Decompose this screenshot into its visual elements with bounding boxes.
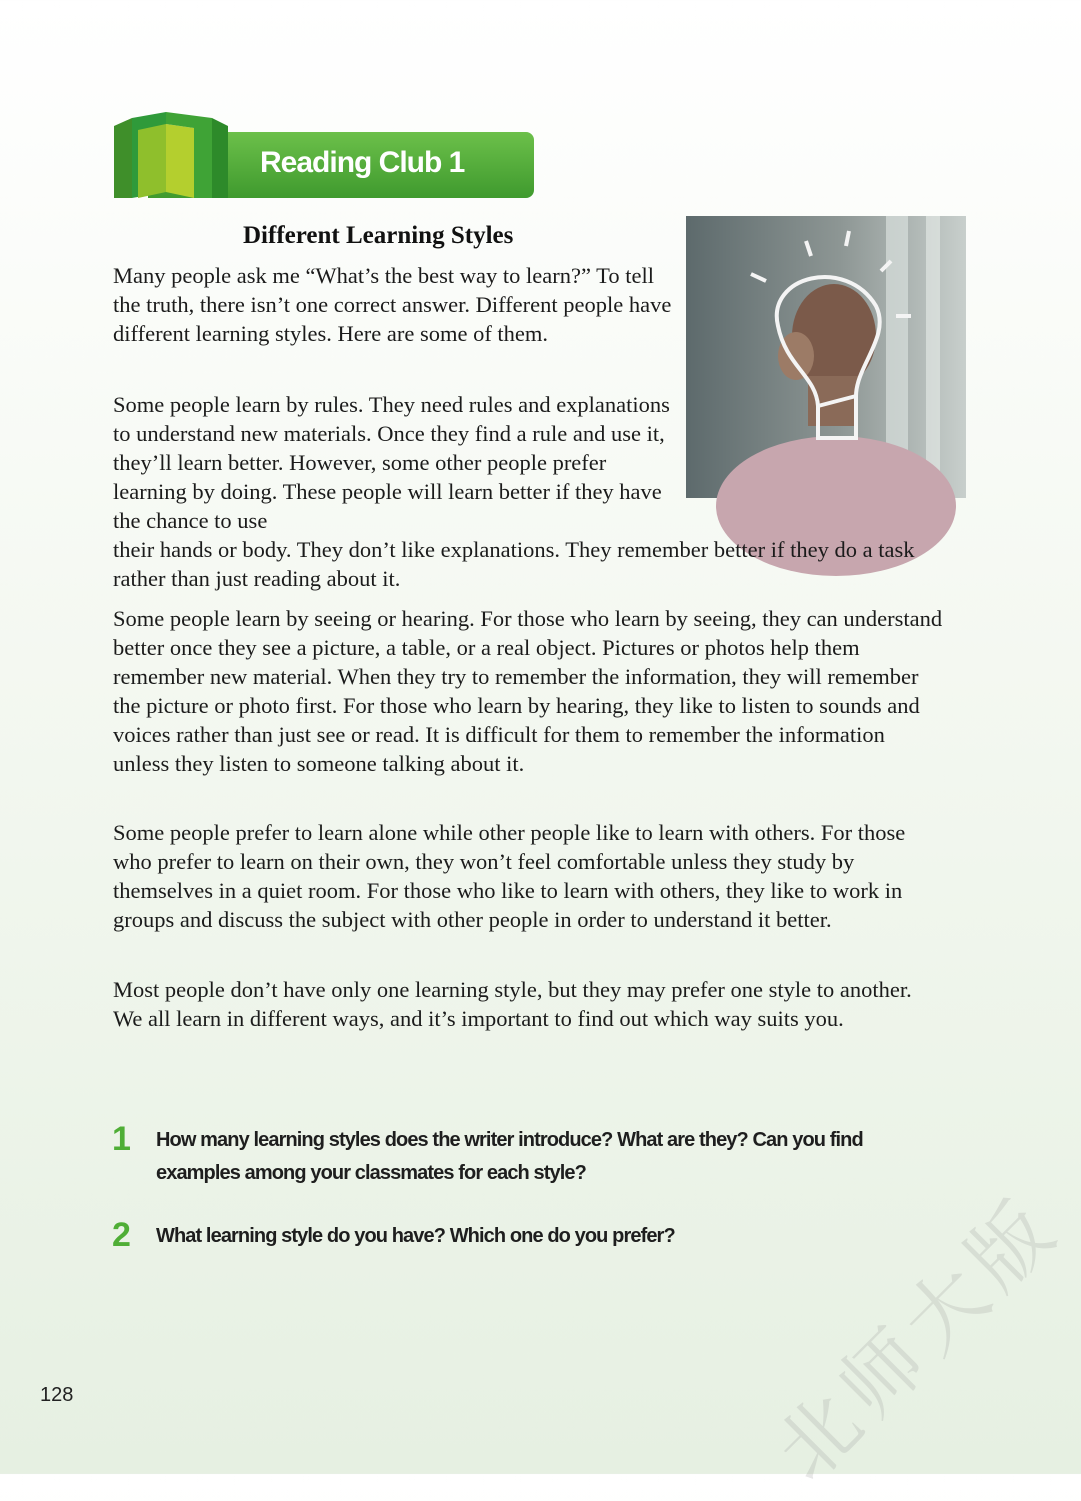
question-text: What learning style do you have? Which one do you prefer? bbox=[156, 1225, 675, 1247]
paragraph-5: Most people don’t have only one learning style, but they may prefer one style to another. We all learn in different ways, and it’s important to find out which way suits you. bbox=[113, 977, 912, 1031]
publisher-watermark: 北师大版 bbox=[757, 1178, 1079, 1499]
article-title: Different Learning Styles bbox=[243, 222, 514, 249]
question-number: 1 bbox=[112, 1120, 131, 1158]
section-banner bbox=[112, 112, 534, 202]
paragraph-2 bbox=[113, 390, 915, 593]
paragraph-4: Some people prefer to learn alone while other people like to learn with others. For those who prefer to learn on their own, they won’t feel comfortable unless they study by themselves in a quiet room. For those who like to learn with others, they like to work in groups and discuss the subject with other people in order to understand it better. bbox=[113, 820, 906, 932]
question-text: How many learning styles does the writer introduce? What are they? Can you find examples among your classmates for each style? bbox=[156, 1129, 863, 1184]
banner-title: Reading Club 1 bbox=[260, 146, 465, 179]
question-number: 2 bbox=[112, 1216, 131, 1254]
paragraph-3: Some people learn by seeing or hearing. For those who learn by seeing, they can understand better once they see a picture, a table, or a real object. Pictures or photos help them remember new material. When they try to remember the information, they will remember the picture or photo first. For those who learn by hearing, they like to listen to sounds and voices rather than just see or read. It is difficult for them to remember the information unless they listen to someone talking about it. bbox=[113, 606, 943, 776]
page-number: 128 bbox=[40, 1384, 74, 1406]
article-photo bbox=[686, 216, 966, 498]
boy-drawing-lightbulb-image bbox=[686, 216, 966, 498]
paragraph-1: Many people ask me “What’s the best way to learn?” To tell the truth, there isn’t one correct answer. Different people have different learning styles. Here are some of them. bbox=[113, 263, 672, 346]
paragraph-2-rest: their hands or body. They don’t like explanations. They remember better if they do a task rather than just reading about it. bbox=[113, 537, 915, 591]
book-icon bbox=[112, 112, 232, 202]
paragraph-2-first: Some people learn by rules. They need rules and explanations to understand new materials. Once they find a rule and use it, they’ll learn better. However, some other people prefer learning by doing. These people will learn better if they have the chance to use bbox=[113, 392, 670, 533]
